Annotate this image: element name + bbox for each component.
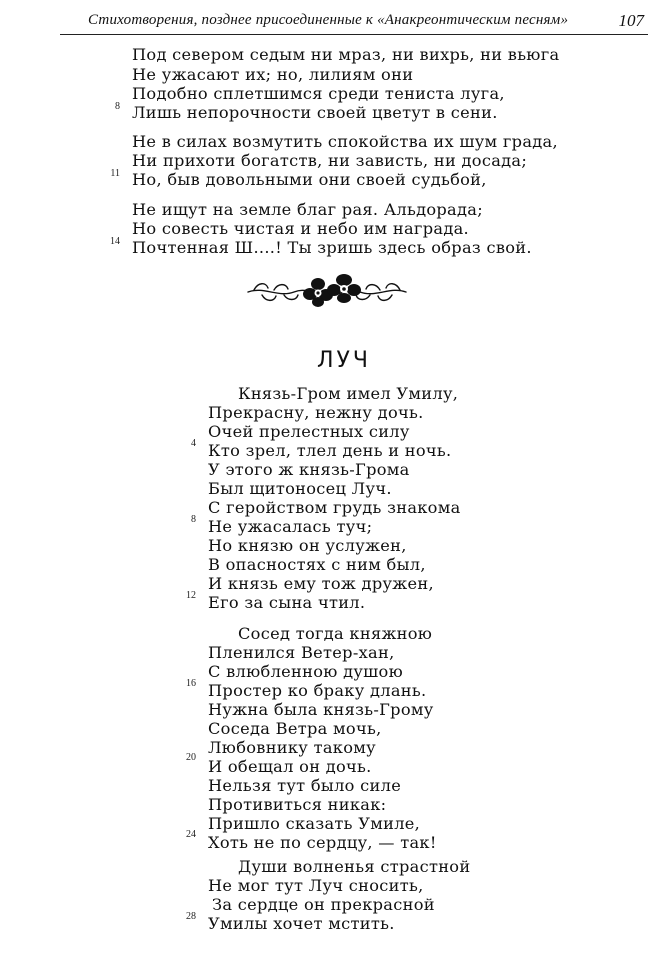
verse-line: Пришло сказать Умиле, [208,814,421,833]
verse-line: У этого ж князь-Грома [208,460,410,479]
line-number: 16 [186,678,196,689]
line-number: 8 [191,514,196,525]
line-number: 11 [110,168,120,179]
verse-line: Не ужасают их; но, лилиям они [132,65,414,84]
verse-line: Сосед тогда княжною [238,624,433,643]
line-number: 28 [186,911,196,922]
verse-line: Нужна была князь-Грому [208,700,434,719]
verse-line: Не мог тут Луч сносить, [208,876,424,895]
running-title: Стихотворения, позднее присоединенные к «Анакреонтическим песням» [88,12,569,28]
verse-line: За сердце он прекрасной [212,895,435,914]
verse-line: Противиться никак: [208,795,387,814]
verse-line: Князь-Гром имел Умилу, [238,384,459,403]
verse-line: Но князю он услужен, [208,536,407,555]
verse-line: И князь ему тож дружен, [208,574,434,593]
verse-line: Не в силах возмутить спокойства их шум града, [132,132,558,151]
verse-line: Лишь непорочности своей цветут в сени. [132,103,498,122]
floral-vignette-icon [244,268,410,316]
verse-line: Простер ко браку длань. [208,681,427,700]
verse-line: Соседа Ветра мочь, [208,719,382,738]
verse-line: Подобно сплетшимся среди тениста луга, [132,84,505,103]
line-number: 24 [186,829,196,840]
line-number: 14 [110,236,120,247]
line-number: 8 [115,101,120,112]
verse-line: Не ужасалась туч; [208,517,373,536]
verse-line: Почтенная Ш....! Ты зришь здесь образ свой. [132,238,532,257]
verse-line: Пленился Ветер-хан, [208,643,395,662]
verse-line: Нельзя тут было силе [208,776,402,795]
verse-line: Умилы хочет мстить. [208,914,395,933]
verse-line: Под севером седым ни мраз, ни вихрь, ни вьюга [132,45,560,64]
verse-line: Хоть не по сердцу, — так! [208,833,437,852]
verse-line: Но совесть чистая и небо им награда. [132,219,469,238]
verse-line: Но, быв довольными они своей судьбой, [132,170,487,189]
running-head [60,12,648,35]
verse-line: И обещал он дочь. [208,757,372,776]
poem-title: ЛУЧ [316,348,372,373]
verse-line: Прекрасну, нежну дочь. [208,403,424,422]
verse-line: Очей прелестных силу [208,422,410,441]
verse-line: С влюбленною душою [208,662,403,681]
verse-line: Его за сына чтил. [208,593,366,612]
line-number: 4 [191,438,196,449]
verse-line: Любовнику такому [208,738,376,757]
verse-line: Кто зрел, тлел день и ночь. [208,441,452,460]
line-number: 20 [186,752,196,763]
verse-line: Не ищут на земле благ рая. Альдорада; [132,200,483,219]
verse-line: Души волненья страстной [238,857,471,876]
verse-line: С геройством грудь знакома [208,498,461,517]
verse-line: Ни прихоти богатств, ни зависть, ни досада; [132,151,528,170]
line-number: 12 [186,590,196,601]
verse-line: Был щитоносец Луч. [208,479,392,498]
verse-line: В опасностях с ним был, [208,555,426,574]
page-number: 107 [618,11,644,30]
